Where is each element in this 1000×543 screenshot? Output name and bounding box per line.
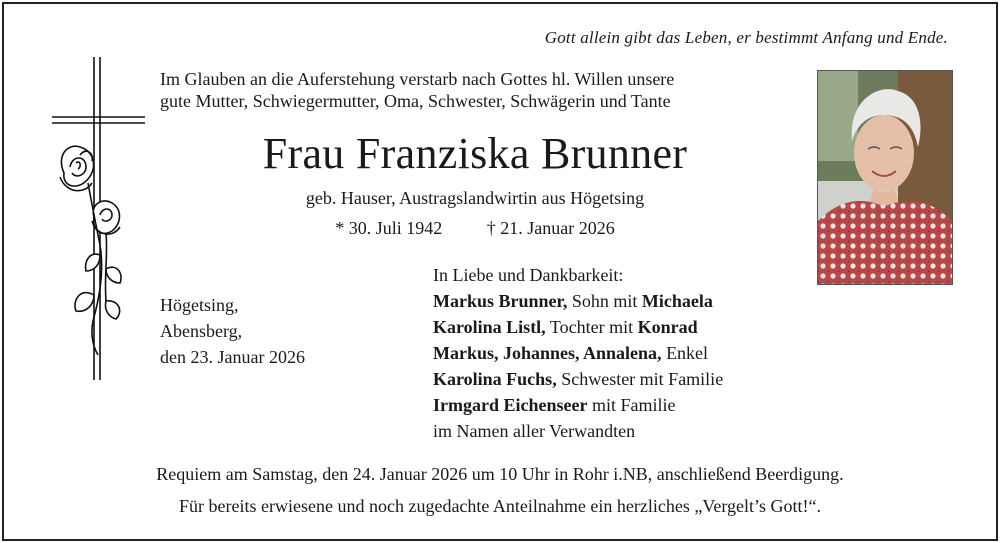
place-and-date <box>160 292 305 370</box>
requiem-info: Requiem am Samstag, den 24. Januar 2026 um 10 Uhr in Rohr i.NB, anschließend Beerdigung. <box>156 464 844 484</box>
place-line-1: Högetsing, <box>160 295 239 315</box>
place-date: den 23. Januar 2026 <box>160 347 305 367</box>
birth-info: geb. Hauser, Austragslandwirtin aus Högetsing <box>305 188 645 208</box>
mourners-header: In Liebe und Dankbarkeit: <box>433 265 624 285</box>
place-line-2: Abensberg, <box>160 321 243 341</box>
mourners-list <box>433 262 723 444</box>
mourners-footer: im Namen aller Verwandten <box>433 421 636 441</box>
mourner-row: Karolina Listl, Tochter mit Konrad <box>433 317 698 337</box>
intro-line-2: gute Mutter, Schwiegermutter, Oma, Schwester, Schwägerin und Tante <box>160 91 671 111</box>
birth-date: * 30. Juli 1942 <box>335 218 443 238</box>
portrait-photo <box>817 70 953 285</box>
intro-text <box>160 68 790 112</box>
motto-quote: Gott allein gibt das Leben, er bestimmt Anfang und Ende. <box>544 28 948 47</box>
mourner-row: Irmgard Eichenseer mit Familie <box>433 395 676 415</box>
mourner-row: Markus, Johannes, Annalena, Enkel <box>433 343 709 363</box>
mourner-row: Karolina Fuchs, Schwester mit Familie <box>433 369 724 389</box>
deceased-name: Frau Franziska Brunner <box>262 129 688 178</box>
mourner-row: Markus Brunner, Sohn mit Michaela <box>433 291 713 311</box>
intro-line-1: Im Glauben an die Auferstehung verstarb nach Gottes hl. Willen unsere <box>160 69 675 89</box>
life-dates <box>160 218 790 239</box>
thanks-note: Für bereits erwiesene und noch zugedachte Anteilnahme ein herzliches „Vergelt’s Gott!“. <box>179 496 821 516</box>
death-date: † 21. Januar 2026 <box>486 218 615 238</box>
cross-with-roses-icon <box>50 55 150 385</box>
